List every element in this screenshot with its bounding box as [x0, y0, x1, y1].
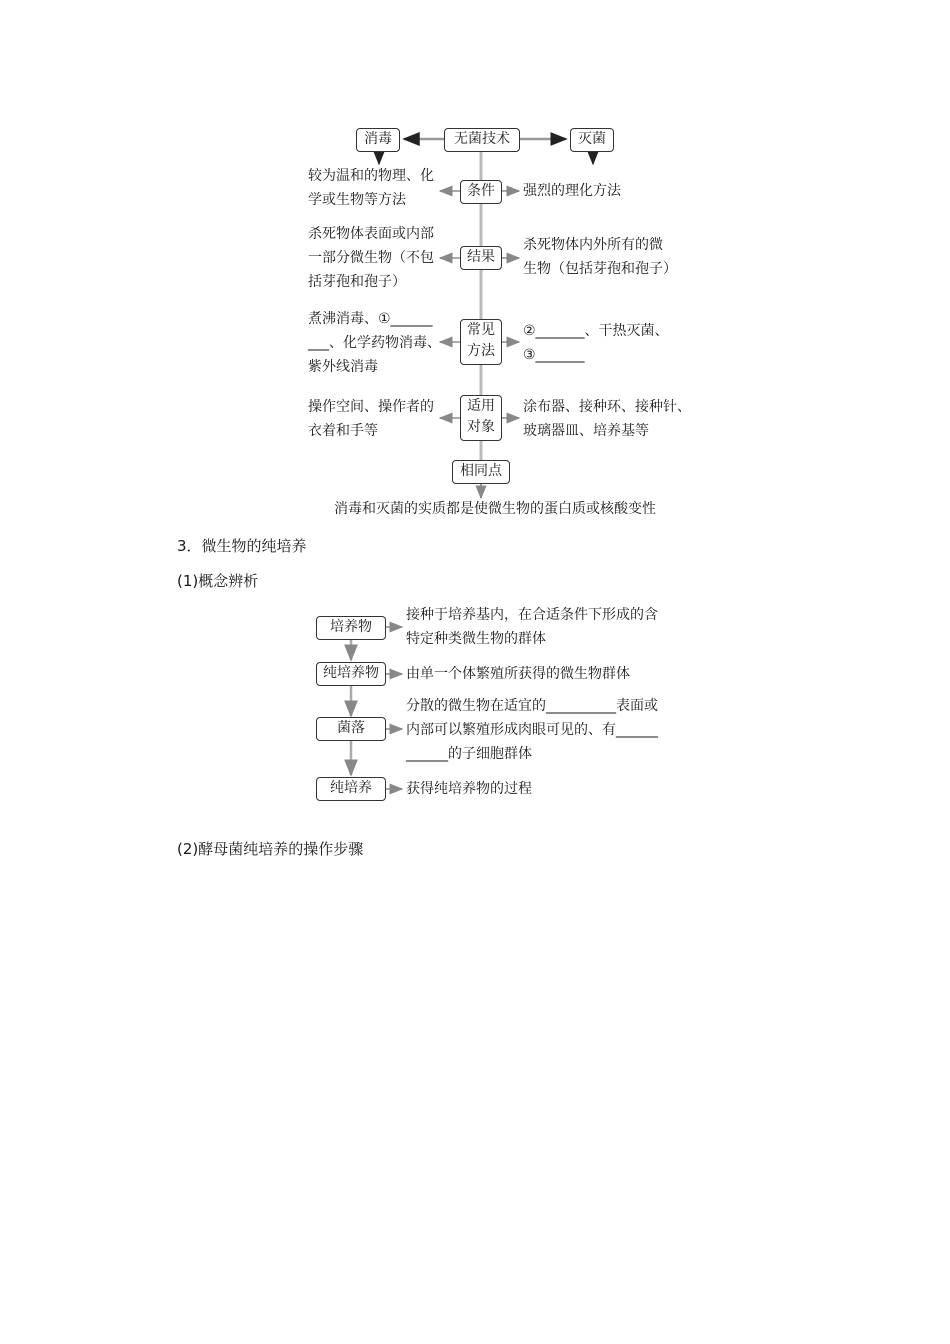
text-line: 涂布器、接种环、接种针、 — [523, 399, 691, 415]
pure-culture-box — [316, 777, 386, 801]
disinfection-label: 消毒 — [364, 131, 392, 147]
text-line: 内部可以繁殖形成肉眼可见的、有______ — [406, 722, 658, 738]
text-line: ③_______ — [523, 347, 585, 363]
text-line: 杀死物体内外所有的微 — [523, 237, 663, 253]
methods-box — [460, 319, 502, 365]
text-line: ___、化学药物消毒、 — [308, 335, 441, 351]
culture-box — [316, 616, 386, 640]
aseptic-technique-box — [444, 128, 520, 152]
row-targets-right — [523, 395, 691, 443]
text-line: 由单一个体繁殖所获得的微生物群体 — [406, 666, 630, 682]
colony-description — [406, 694, 658, 766]
row-methods-right — [523, 319, 669, 367]
subsection-1-title: (1)概念辨析 — [177, 572, 259, 590]
targets-box — [460, 395, 502, 441]
methods-label-line: 常见 — [467, 322, 495, 338]
targets-label-line: 对象 — [467, 419, 495, 435]
text-line: 强烈的理化方法 — [523, 183, 621, 199]
text-line: 玻璃器皿、培养基等 — [523, 423, 649, 439]
row-results-left — [308, 222, 434, 294]
sterilization-box — [570, 128, 614, 152]
common-point-label: 相同点 — [460, 463, 502, 479]
text-line: ______的子细胞群体 — [406, 746, 532, 762]
disinfection-box — [356, 128, 400, 152]
culture-description — [406, 603, 658, 651]
text-line: 操作空间、操作者的 — [308, 399, 434, 415]
row-conditions-right — [523, 179, 621, 203]
text-line: ②_______、干热灭菌、 — [523, 323, 669, 339]
text-line: 特定种类微生物的群体 — [406, 631, 546, 647]
text-line: 学或生物等方法 — [308, 192, 406, 208]
methods-label-line: 方法 — [467, 343, 495, 359]
colony-label: 菌落 — [337, 720, 365, 736]
text-line: 接种于培养基内，在合适条件下形成的含 — [406, 607, 658, 623]
row-results-right — [523, 233, 677, 281]
sterilization-label: 灭菌 — [578, 131, 606, 147]
colony-box — [316, 717, 386, 741]
results-box — [460, 246, 502, 270]
text-line: 杀死物体表面或内部 — [308, 226, 434, 242]
common-point-box — [452, 460, 510, 484]
conditions-box — [460, 180, 502, 204]
text-line: 衣着和手等 — [308, 423, 378, 439]
section-3-title: 3．微生物的纯培养 — [177, 537, 307, 555]
text-line: 一部分微生物（不包 — [308, 250, 434, 266]
pure-culture-product-label: 纯培养物 — [323, 665, 379, 681]
text-line: 括芽孢和孢子） — [308, 274, 406, 290]
results-label: 结果 — [467, 249, 495, 265]
pure-culture-product-box — [316, 662, 386, 686]
pure-culture-description — [406, 777, 532, 801]
text-line: 生物（包括芽孢和孢子） — [523, 261, 677, 277]
pure-culture-label: 纯培养 — [330, 780, 372, 796]
culture-label: 培养物 — [330, 619, 372, 635]
aseptic-technique-label: 无菌技术 — [454, 131, 510, 147]
conditions-label: 条件 — [467, 183, 495, 199]
text-line: 分散的微生物在适宜的__________表面或 — [406, 698, 658, 714]
pure-culture-product-description — [406, 662, 630, 686]
text-line: 较为温和的物理、化 — [308, 168, 434, 184]
row-conditions-left — [308, 164, 434, 212]
common-point-text: 消毒和灭菌的实质都是使微生物的蛋白质或核酸变性 — [334, 501, 656, 517]
subsection-2-title: (2)酵母菌纯培养的操作步骤 — [177, 840, 364, 858]
targets-label-line: 适用 — [467, 398, 495, 414]
text-line: 紫外线消毒 — [308, 359, 378, 375]
row-methods-left — [308, 307, 441, 379]
text-line: 获得纯培养物的过程 — [406, 781, 532, 797]
text-line: 煮沸消毒、①______ — [308, 311, 433, 327]
row-targets-left — [308, 395, 434, 443]
